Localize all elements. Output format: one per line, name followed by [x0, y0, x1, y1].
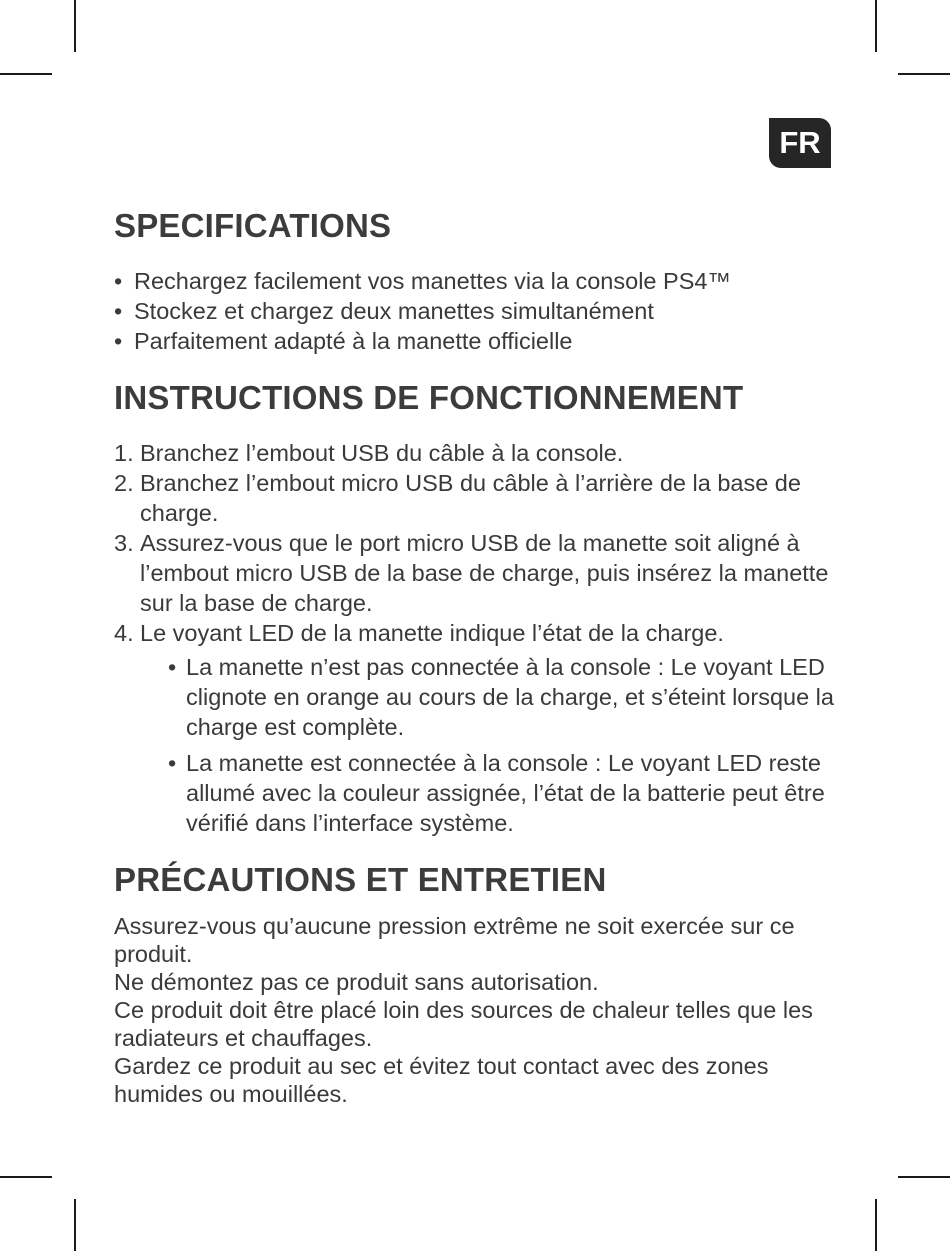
crop-mark-bottom-left-h: [0, 1176, 52, 1178]
step-number: 1.: [114, 440, 134, 466]
instructions-steps: [114, 438, 844, 648]
step-text: Branchez l’embout micro USB du câble à l’arrière de la base de charge.: [140, 470, 801, 526]
led-status-list: [114, 652, 844, 838]
crop-mark-top-right-v: [875, 0, 877, 52]
crop-mark-bottom-right-h: [898, 1176, 950, 1178]
precaution-line: Gardez ce produit au sec et évitez tout contact avec des zones humides ou mouillées.: [114, 1053, 769, 1107]
precautions-list: [114, 912, 844, 1108]
specifications-section: [114, 204, 844, 356]
list-item: • La manette est connectée à la console : Le voyant LED reste allumé avec la couleur assignée, l’état de la batterie peut être vérifié dans l’interface système.: [160, 748, 844, 838]
specifications-list: [114, 266, 844, 356]
language-badge: FR: [769, 118, 831, 168]
crop-mark-top-right-h: [898, 73, 950, 75]
step-text: Assurez-vous que le port micro USB de la manette soit aligné à l’embout micro USB de la base de charge, puis insérez la manette sur la base de charge.: [140, 530, 829, 616]
list-item: • Stockez et chargez deux manettes simultanément: [114, 296, 844, 326]
precautions-heading: PRÉCAUTIONS ET ENTRETIEN: [114, 861, 607, 898]
precaution-line: Ne démontez pas ce produit sans autorisation.: [114, 969, 599, 995]
list-item: • Rechargez facilement vos manettes via la console PS4™: [114, 266, 844, 296]
crop-mark-top-left-h: [0, 73, 52, 75]
step-text: Le voyant LED de la manette indique l’état de la charge.: [140, 620, 724, 646]
list-item: • Parfaitement adapté à la manette officielle: [114, 326, 844, 356]
instructions-section: [114, 376, 844, 838]
step-item: [114, 438, 844, 468]
crop-mark-top-left-v: [74, 0, 76, 52]
step-text: Branchez l’embout USB du câble à la console.: [140, 440, 624, 466]
crop-mark-bottom-right-v: [875, 1199, 877, 1251]
step-number: 2.: [114, 470, 134, 496]
precaution-line: Assurez-vous qu’aucune pression extrême ne soit exercée sur ce produit.: [114, 913, 795, 967]
precautions-section: [114, 858, 844, 1108]
specifications-heading: SPECIFICATIONS: [114, 207, 392, 244]
list-item: • La manette n’est pas connectée à la console : Le voyant LED clignote en orange au cours de la charge, et s’éteint lorsque la charge est complète.: [160, 652, 844, 742]
step-number: 3.: [114, 530, 134, 556]
instructions-heading: INSTRUCTIONS DE FONCTIONNEMENT: [114, 379, 744, 416]
crop-mark-bottom-left-v: [74, 1199, 76, 1251]
document-content: [114, 204, 844, 1108]
step-item: [114, 618, 844, 648]
precaution-line: Ce produit doit être placé loin des sources de chaleur telles que les radiateurs et chauffages.: [114, 997, 813, 1051]
step-number: 4.: [114, 620, 134, 646]
step-item: [114, 468, 844, 528]
step-item: [114, 528, 844, 618]
